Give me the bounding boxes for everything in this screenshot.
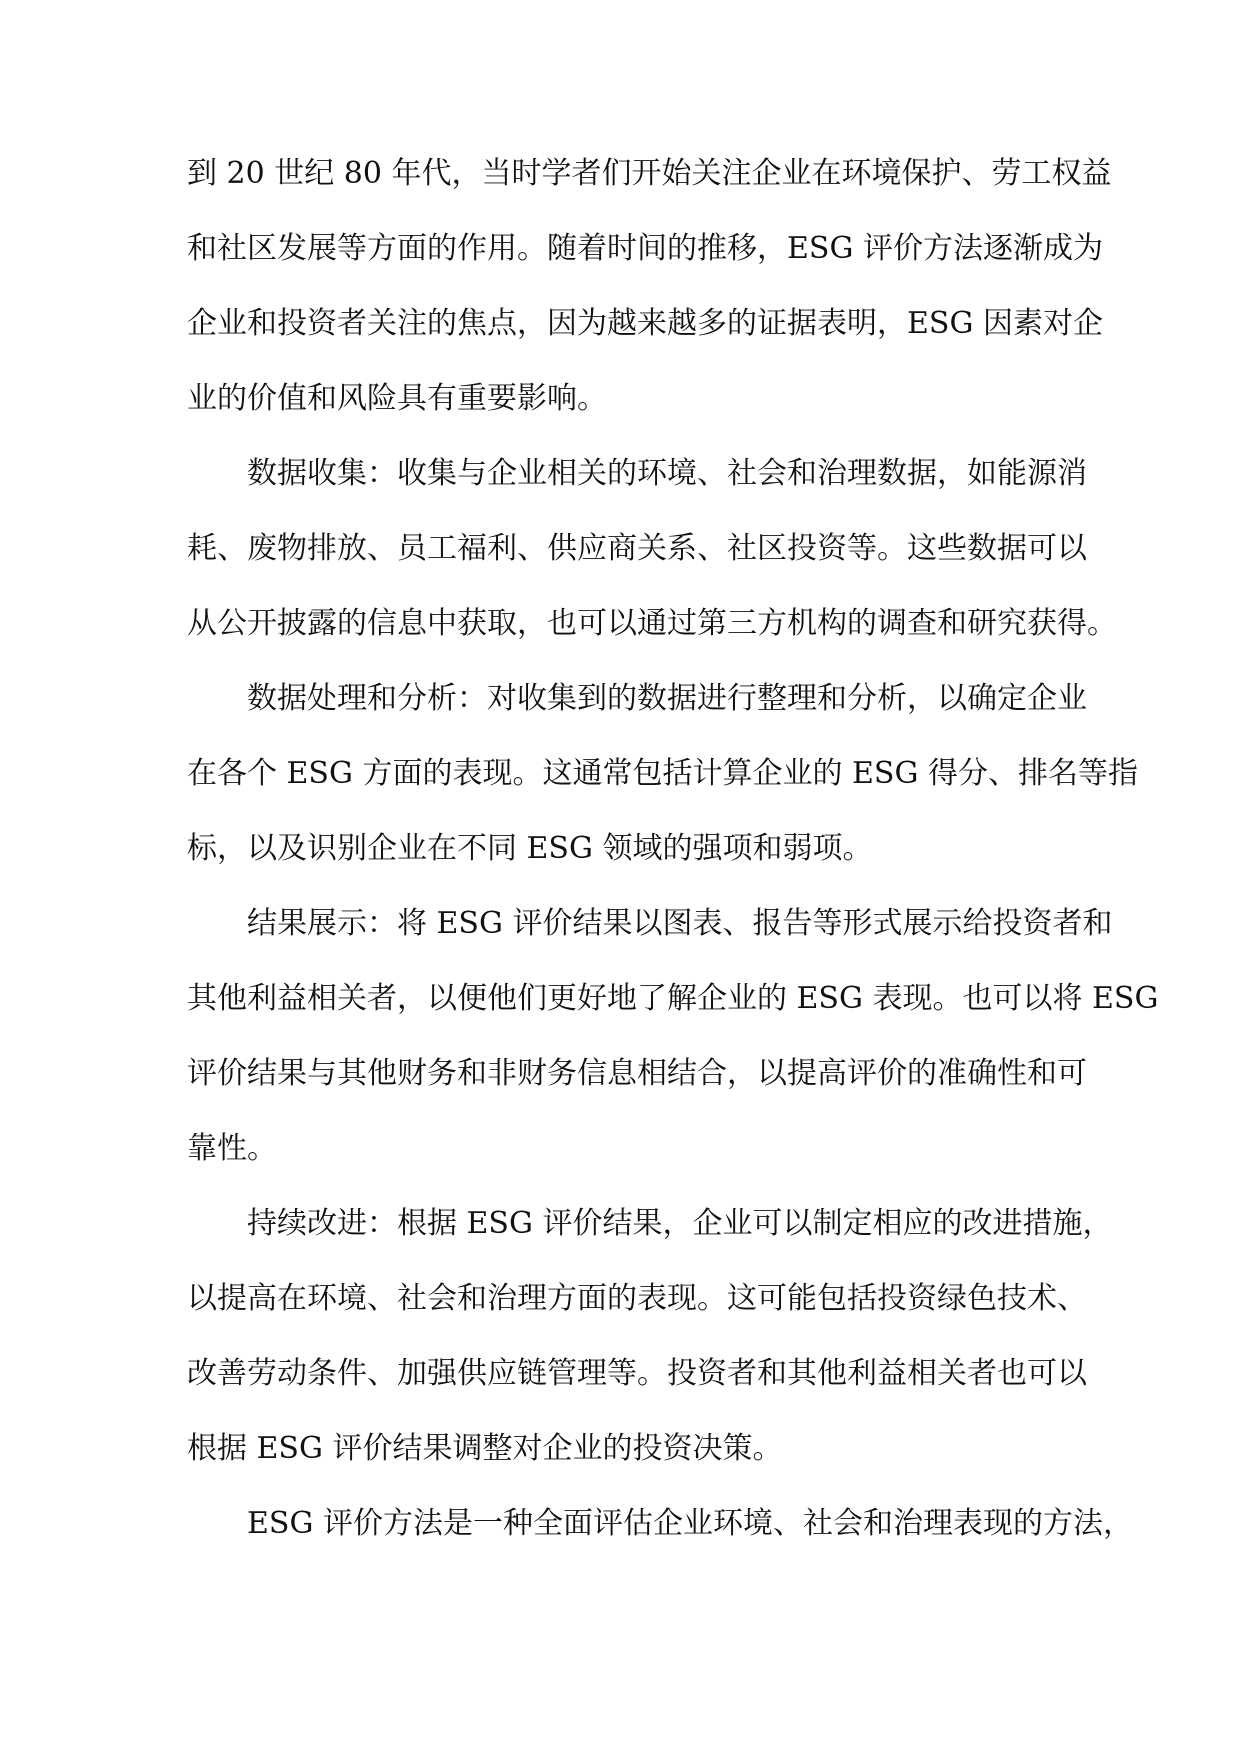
text-line: 评价结果与其他财务和非财务信息相结合，以提高评价的准确性和可	[187, 1056, 1087, 1091]
text-line: 标，以及识别企业在不同 ESG 领域的强项和弱项。	[187, 831, 873, 866]
text-line: 和社区发展等方面的作用。随着时间的推移，ESG 评价方法逐渐成为	[187, 231, 1103, 266]
text-line: 耗、废物排放、员工福利、供应商关系、社区投资等。这些数据可以	[187, 531, 1087, 566]
text-line: 业的价值和风险具有重要影响。	[187, 381, 607, 416]
paragraph-results-display	[187, 890, 1159, 1190]
paragraph-data-collection	[187, 440, 1117, 665]
text-line: 结果展示：将 ESG 评价结果以图表、报告等形式展示给投资者和	[247, 906, 1113, 941]
paragraph-data-processing	[187, 665, 1138, 890]
text-line: 到 20 世纪 80 年代，当时学者们开始关注企业在环境保护、劳工权益	[187, 156, 1112, 191]
text-line: ESG 评价方法是一种全面评估企业环境、社会和治理表现的方法，	[247, 1506, 1133, 1541]
paragraph-continuous-improvement	[187, 1190, 1113, 1490]
text-line: 在各个 ESG 方面的表现。这通常包括计算企业的 ESG 得分、排名等指	[187, 756, 1138, 791]
text-line: 根据 ESG 评价结果调整对企业的投资决策。	[187, 1431, 783, 1466]
paragraph-summary	[187, 1490, 1133, 1565]
body-text	[187, 140, 1159, 1565]
text-line: 从公开披露的信息中获取，也可以通过第三方机构的调查和研究获得。	[187, 606, 1117, 641]
text-line: 持续改进：根据 ESG 评价结果，企业可以制定相应的改进措施，	[247, 1206, 1113, 1241]
text-line: 数据收集：收集与企业相关的环境、社会和治理数据，如能源消	[247, 456, 1087, 491]
text-line: 数据处理和分析：对收集到的数据进行整理和分析，以确定企业	[247, 681, 1087, 716]
paragraph-intro-continuation	[187, 140, 1112, 440]
text-line: 其他利益相关者，以便他们更好地了解企业的 ESG 表现。也可以将 ESG	[187, 981, 1159, 1016]
text-line: 以提高在环境、社会和治理方面的表现。这可能包括投资绿色技术、	[187, 1281, 1087, 1316]
text-line: 改善劳动条件、加强供应链管理等。投资者和其他利益相关者也可以	[187, 1356, 1087, 1391]
text-line: 靠性。	[187, 1131, 277, 1166]
text-line: 企业和投资者关注的焦点，因为越来越多的证据表明，ESG 因素对企	[187, 306, 1103, 341]
